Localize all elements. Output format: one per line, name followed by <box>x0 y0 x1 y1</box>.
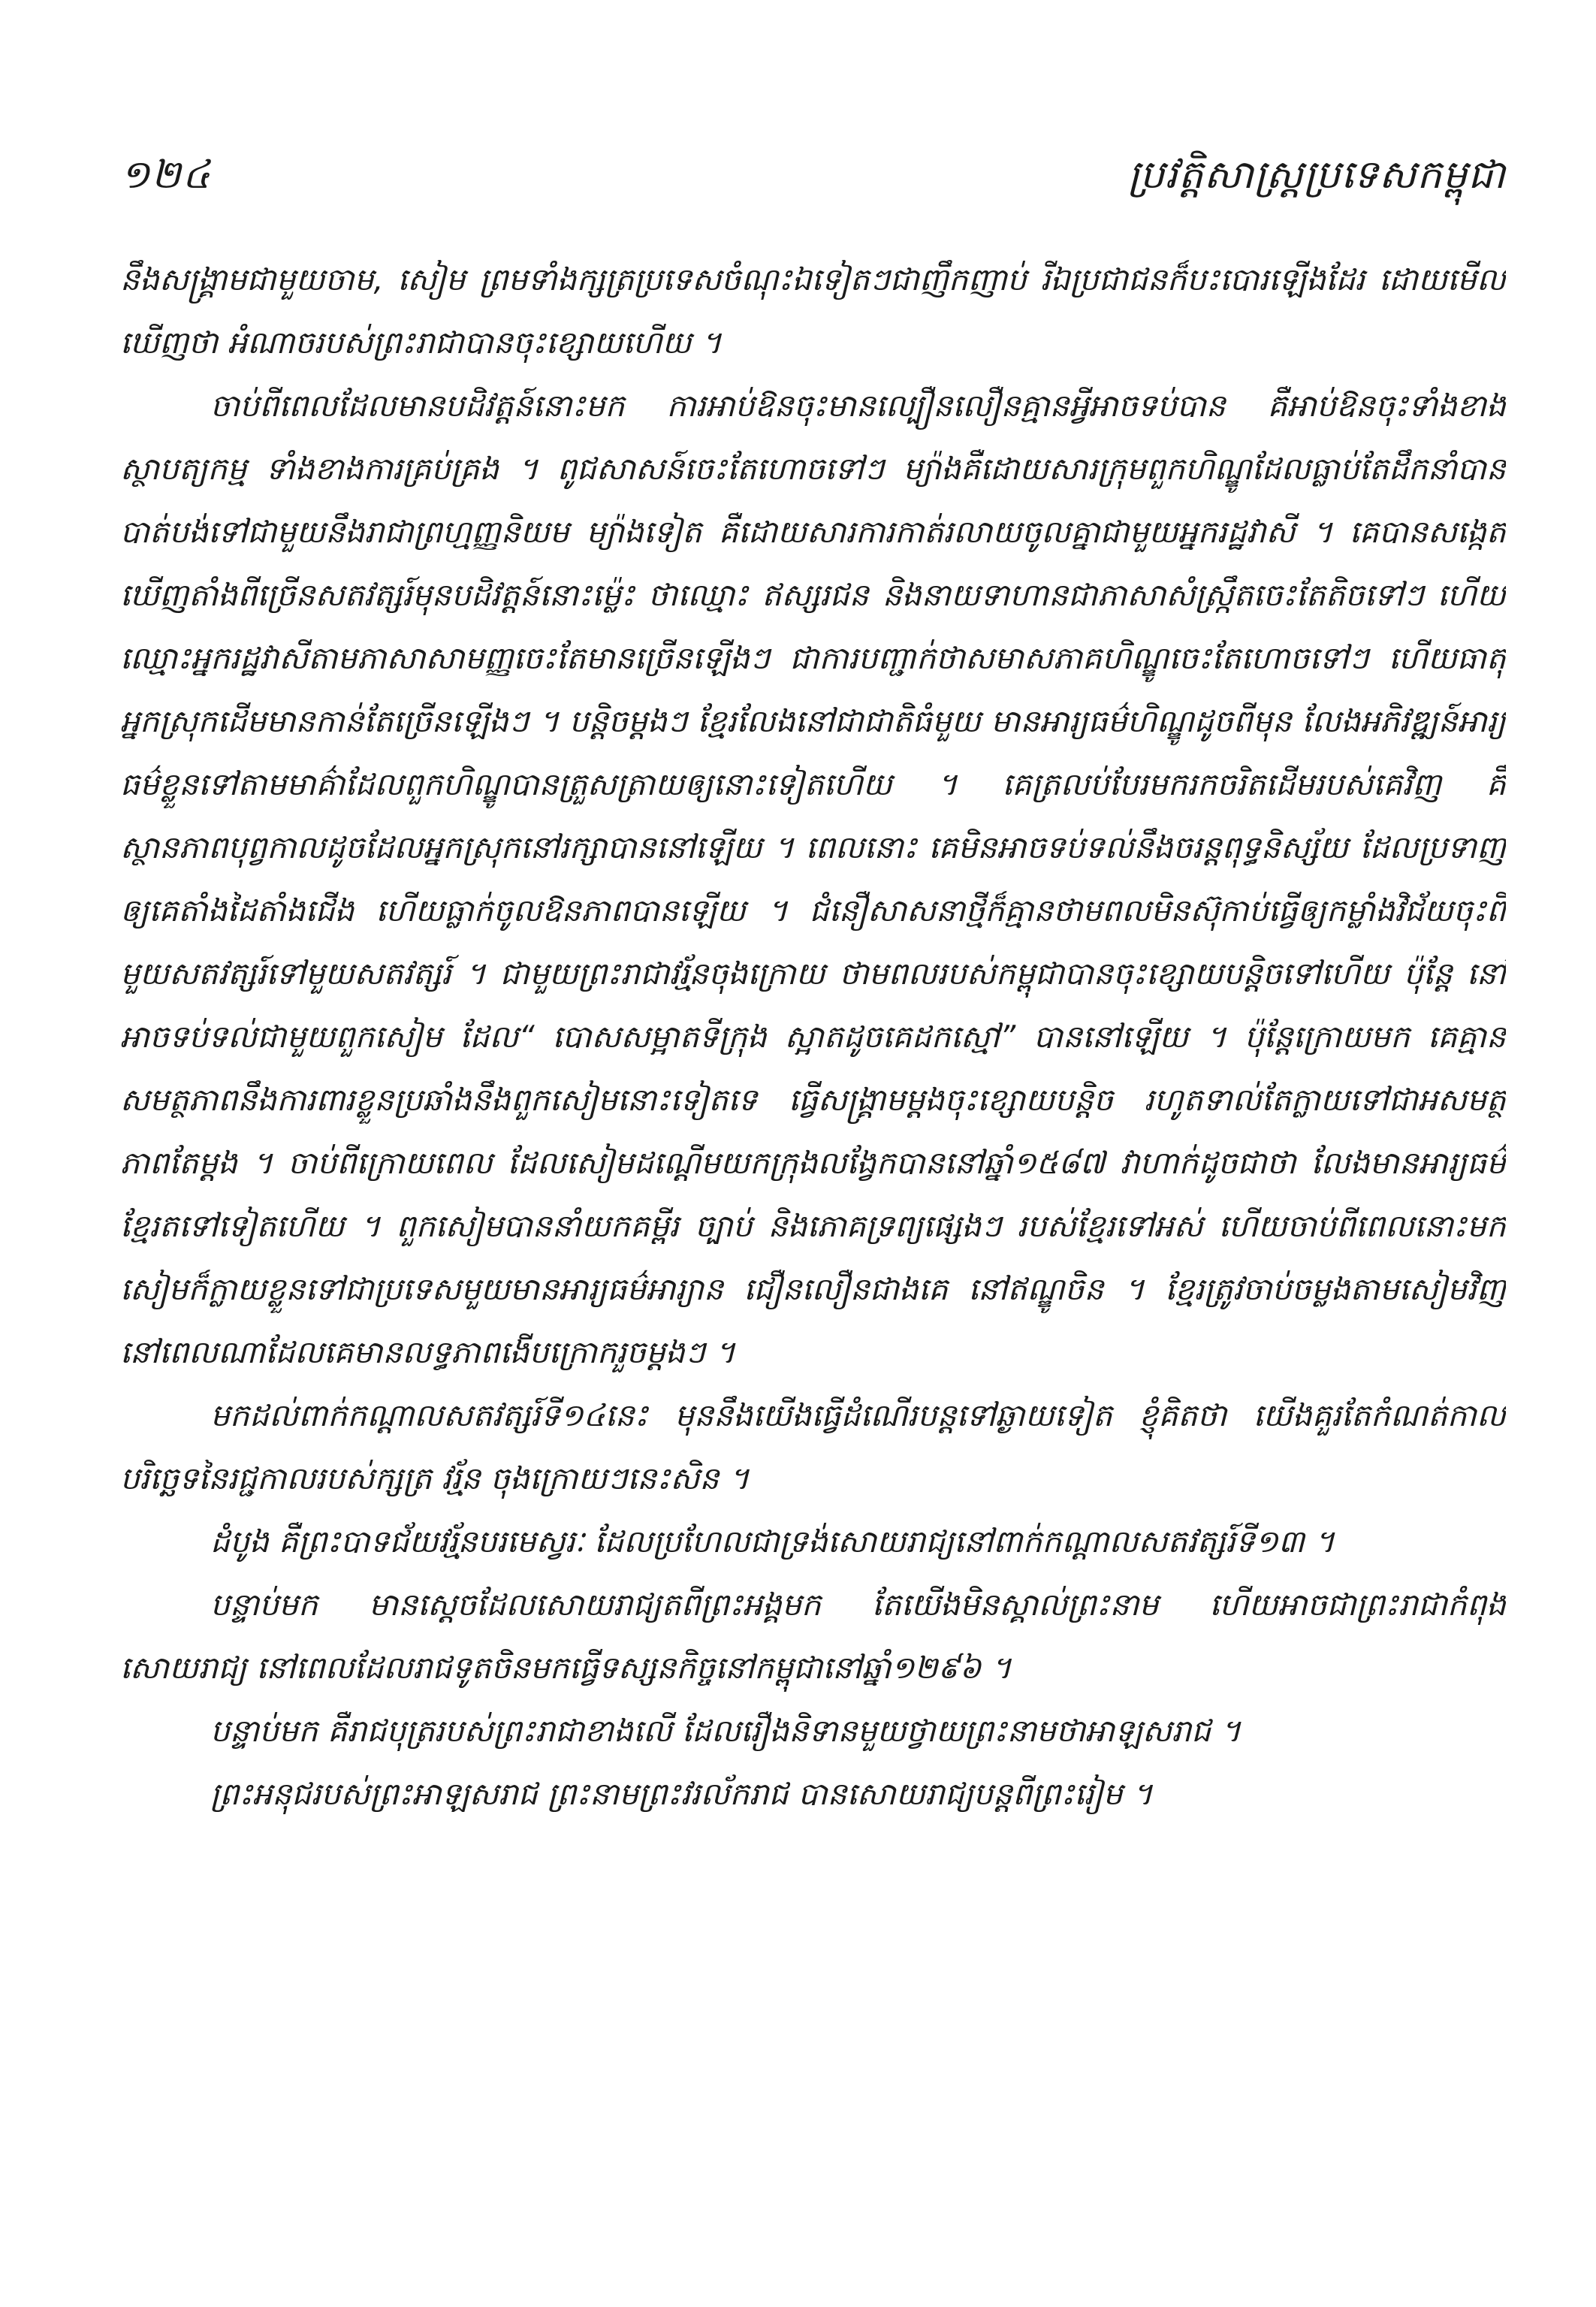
paragraph: ដំបូង គឺព្រះបាទជ័យវរ្ម័នបរមេស្វរៈ ដែលប្រហែលជាទ្រង់សោយរាជ្យនៅពាក់កណ្តាលសតវត្សរ៍ទី១៣ ។ <box>210 1523 1335 1560</box>
page-number: ១២៤ <box>120 152 212 198</box>
body-text <box>120 248 1506 2171</box>
running-title: ប្រវត្តិសាស្ត្រប្រទេសកម្ពុជា <box>1127 152 1506 198</box>
paragraph: នឹងសង្គ្រាមជាមួយចាម, សៀម ព្រមទាំងក្សត្រប្រទេសចំណុះឯទៀតៗជាញឹកញាប់ រីឯប្រជាជនក៏បះបោរឡើងដែរ ដោយមើលឃើញថា អំណាចរបស់ព្រះរាជាបានចុះខ្សោយហើយ ។ <box>120 261 1506 361</box>
page-header <box>120 150 1506 218</box>
paragraph: មកដល់ពាក់កណ្តាលសតវត្សរ៍ទី១៤នេះ មុននឹងយើងធ្វើដំណើរបន្តទៅឆ្ងាយទៀត ខ្ញុំគិតថា យើងគួរតែកំណត់កាលបរិច្ឆេទនៃរជ្ជកាលរបស់ក្សត្រ វរ្ម័ន ចុងក្រោយៗនេះសិន ។ <box>120 1397 1506 1496</box>
paragraph: ចាប់ពីពេលដែលមានបដិវត្តន៍នោះមក ការអាប់ឱនចុះមានល្បឿនលឿនគ្មានអ្វីអាចទប់បាន គឺអាប់ឱនចុះទាំងខាងស្ថាបត្យកម្ម ទាំងខាងការគ្រប់គ្រង ។ ពូជសាសន៍ចេះតែហោចទៅៗ ម្យ៉ាងគឺដោយសារក្រុមពួកហិណ្ឌូដែលធ្លាប់តែដឹកនាំបានបាត់បង់ទៅជាមួយនឹងរាជាព្រហ្មញ្ញនិយម ម្យ៉ាងទៀត គឺដោយសារការកាត់រលាយចូលគ្នាជាមួយអ្នករដ្ឋវាសី ។ គេបានសង្កេតឃើញតាំងពីច្រើនសតវត្សរ៍មុនបដិវត្តន៍នោះម៉្លេះ ថាឈ្មោះ ឥស្សរជន និងនាយទាហានជាភាសាសំស្ក្រឹតចេះតែតិចទៅៗ ហើយឈ្មោះអ្នករដ្ឋវាសីតាមភាសាសាមញ្ញចេះតែមានច្រើនឡើងៗ ជាការបញ្ជាក់ថាសមាសភាគហិណ្ឌូចេះតែហោចទៅៗ ហើយធាតុអ្នកស្រុកដើមមានកាន់តែច្រើនឡើងៗ ។ បន្តិចម្តងៗ ខ្មែរលែងនៅជាជាតិធំមួយ មានអារ្យធម៌ហិណ្ឌូដូចពីមុន លែងអភិវឌ្ឍន៍អារ្យធម៌ខ្លួនទៅតាមមាគ៌ាដែលពួកហិណ្ឌូបានត្រួសត្រាយឲ្យនោះទៀតហើយ ។ គេត្រលប់បែរមករកចរិតដើមរបស់គេវិញ គឺស្ថានភាពបុព្វកាលដូចដែលអ្នកស្រុកនៅរក្សាបាននៅឡើយ ។ ពេលនោះ គេមិនអាចទប់ទល់នឹងចរន្តពុទ្ធនិស្ស័យ ដែលប្រទាញឲ្យគេតាំងដៃតាំងជើង ហើយធ្លាក់ចូលឱនភាពបានឡើយ ។ ជំនឿសាសនាថ្មីក៏គ្មានថាមពលមិនស៊ុកាប់ធ្វើឲ្យកម្លាំងវិជ័យចុះពីមួយសតវត្សរ៍ទៅមួយសតវត្សរ៍ ។ ជាមួយព្រះរាជាវរ្ម័នចុងក្រោយ ថាមពលរបស់កម្ពុជាបានចុះខ្សោយបន្តិចទៅហើយ ប៉ុន្តែ នៅអាចទប់ទល់ជាមួយពួកសៀម ដែល“ បោសសម្អាតទីក្រុង ស្អាតដូចគេដកស្មៅ” បាននៅឡើយ ។ ប៉ុន្តែក្រោយមក គេគ្មានសមត្ថភាពនឹងការពារខ្លួនប្រឆាំងនឹងពួកសៀមនោះទៀតទេ ធ្វើសង្គ្រាមម្តងចុះខ្សោយបន្តិច រហូតទាល់តែក្លាយទៅជាអសមត្ថភាពតែម្តង ។ ចាប់ពីក្រោយពេល ដែលសៀមដណ្តើមយកក្រុងលង្វែកបាននៅឆ្នាំ១៥៨៧ វាហាក់ដូចជាថា លែងមានអារ្យធម៌ខ្មែរតទៅទៀតហើយ ។ ពួកសៀមបាននាំយកគម្ពីរ ច្បាប់ និងភោគទ្រព្យផ្សេងៗ របស់ខ្មែរទៅអស់ ហើយចាប់ពីពេលនោះមក សៀមក៏ក្លាយខ្លួនទៅជាប្រទេសមួយមានអារ្យធម៌អារ្យាន ជឿនលឿនជាងគេ នៅឥណ្ឌូចិន ។ ខ្មែរត្រូវចាប់ចម្លងតាមសៀមវិញ នៅពេលណាដែលគេមានលទ្ធភាពងើបក្រោករួចម្តងៗ ។ <box>120 388 1506 1370</box>
paragraph: បន្ទាប់មក គឺរាជបុត្ររបស់ព្រះរាជាខាងលើ ដែលរឿងនិទានមួយថ្វាយព្រះនាមថាអាឡសរាជ ។ <box>210 1713 1242 1749</box>
paragraph: ព្រះអនុជរបស់ព្រះអាឡសរាជ ព្រះនាមព្រះវរល័ករាជ បានសោយរាជ្យបន្តពីព្រះរៀម ។ <box>210 1776 1153 1812</box>
paragraph: បន្ទាប់មក មានស្តេចដែលសោយរាជ្យតពីព្រះអង្គមក តែយើងមិនស្គាល់ព្រះនាម ហើយអាចជាព្រះរាជាកំពុងសោយរាជ្យ នៅពេលដែលរាជទូតចិនមកធ្វើទស្សនកិច្ចនៅកម្ពុជានៅឆ្នាំ១២៩៦ ។ <box>120 1587 1506 1686</box>
